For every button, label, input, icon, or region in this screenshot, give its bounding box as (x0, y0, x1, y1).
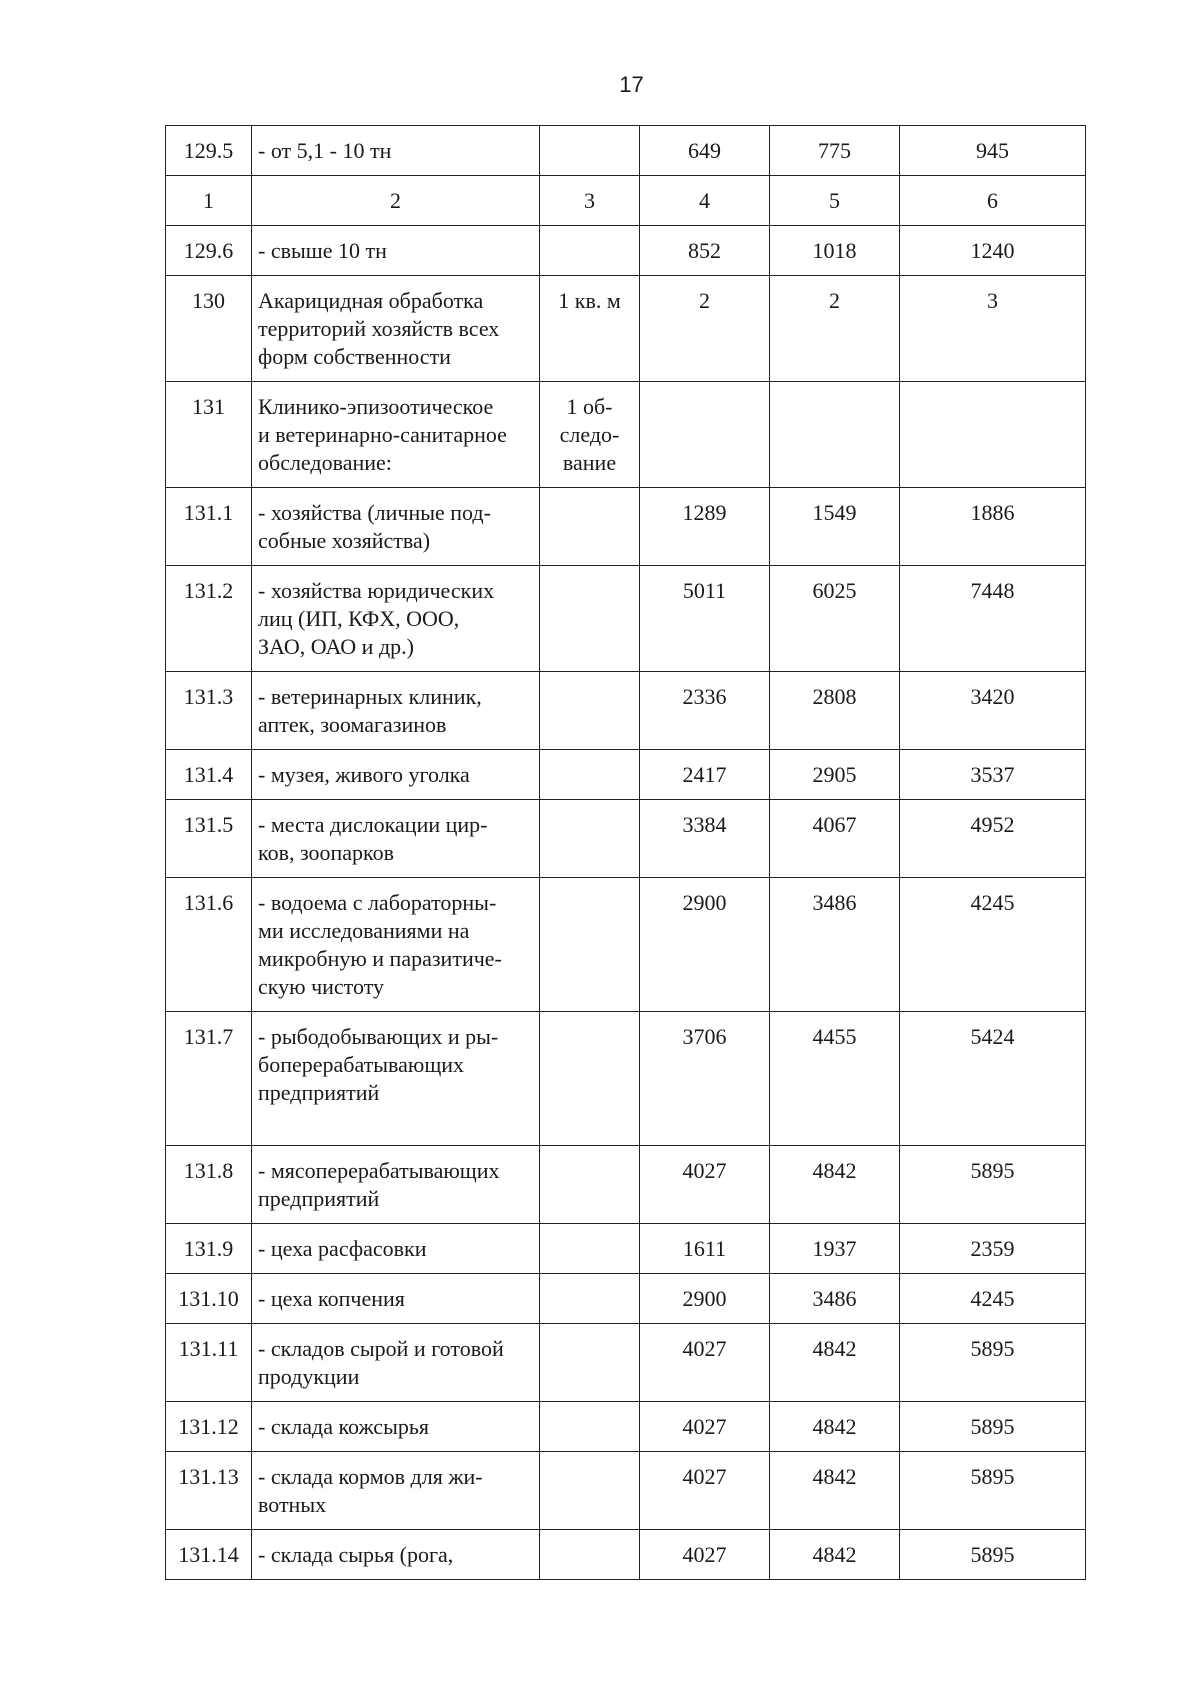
unit-of-measure (540, 1402, 640, 1452)
item-number: 130 (166, 276, 252, 382)
unit-of-measure (540, 1012, 640, 1146)
price-value-2: 1549 (770, 488, 900, 566)
price-value-1: 4027 (640, 1146, 770, 1224)
service-name (252, 1402, 540, 1452)
table-row (166, 800, 1086, 878)
price-value-3: 945 (900, 126, 1086, 176)
service-name-line: - склада кормов для жи- (258, 1464, 483, 1489)
service-name-line: предприятий (258, 1186, 380, 1211)
service-name (252, 1146, 540, 1224)
table-body (166, 126, 1086, 1580)
unit-of-measure (540, 800, 640, 878)
unit-of-measure (540, 126, 640, 176)
service-name-line: - складов сырой и готовой (258, 1336, 504, 1361)
table-row (166, 1452, 1086, 1530)
service-name-line: - музея, живого уголка (258, 762, 470, 787)
price-value-3: 5895 (900, 1452, 1086, 1530)
service-name-line: - от 5,1 - 10 тн (258, 138, 392, 163)
price-value-2: 4842 (770, 1530, 900, 1580)
service-name (252, 1452, 540, 1530)
service-name (252, 226, 540, 276)
service-name-line: - цеха расфасовки (258, 1236, 427, 1261)
table-column-numbers-row (166, 176, 1086, 226)
service-name-line: - места дислокации цир- (258, 812, 488, 837)
page-number: 17 (619, 72, 644, 97)
service-name-line: - хозяйства юридических (258, 578, 495, 603)
table-row (166, 1146, 1086, 1224)
price-value-3: 5895 (900, 1146, 1086, 1224)
service-name-line: аптек, зоомагазинов (258, 712, 447, 737)
service-name-line: обследование: (258, 450, 392, 475)
price-table (165, 125, 1086, 1580)
price-value-3: 2359 (900, 1224, 1086, 1274)
price-value-1: 1289 (640, 488, 770, 566)
table-row (166, 276, 1086, 382)
service-name (252, 800, 540, 878)
price-value-1 (640, 382, 770, 488)
service-name-line: боперерабатывающих (258, 1052, 465, 1077)
price-value-2: 2905 (770, 750, 900, 800)
unit-of-measure (540, 750, 640, 800)
service-name (252, 276, 540, 382)
table-row (166, 878, 1086, 1012)
service-name-line: - склада сырья (рога, (258, 1542, 454, 1567)
service-name-line: предприятий (258, 1080, 380, 1105)
service-name-line: 2 (390, 188, 401, 213)
price-value-2: 4455 (770, 1012, 900, 1146)
price-value-3: 7448 (900, 566, 1086, 672)
price-value-1: 4027 (640, 1324, 770, 1402)
price-value-2: 2808 (770, 672, 900, 750)
item-number: 131.10 (166, 1274, 252, 1324)
service-name-line: лиц (ИП, КФХ, ООО, (258, 606, 460, 631)
price-value-3: 5895 (900, 1530, 1086, 1580)
price-value-3: 5424 (900, 1012, 1086, 1146)
price-value-1: 852 (640, 226, 770, 276)
price-value-3: 6 (900, 176, 1086, 226)
unit-of-measure (540, 1452, 640, 1530)
unit-of-measure (540, 1324, 640, 1402)
price-value-3: 5895 (900, 1402, 1086, 1452)
price-value-3: 3537 (900, 750, 1086, 800)
unit-of-measure (540, 672, 640, 750)
unit-of-measure (540, 566, 640, 672)
unit-line: следо- (559, 422, 620, 447)
price-value-2: 3486 (770, 878, 900, 1012)
price-value-1: 5011 (640, 566, 770, 672)
service-name (252, 1224, 540, 1274)
unit-line: вание (562, 450, 617, 475)
table-row (166, 1324, 1086, 1402)
service-name (252, 1530, 540, 1580)
unit-of-measure (540, 226, 640, 276)
unit-line: 1 об- (566, 394, 613, 419)
price-value-3: 3420 (900, 672, 1086, 750)
price-value-2: 775 (770, 126, 900, 176)
price-value-1: 2900 (640, 878, 770, 1012)
price-value-2: 4842 (770, 1146, 900, 1224)
service-name (252, 750, 540, 800)
service-name-line: - водоема с лабораторны- (258, 890, 497, 915)
service-name-line: вотных (258, 1492, 327, 1517)
service-name-line: собные хозяйства) (258, 528, 431, 553)
table-row (166, 1012, 1086, 1146)
price-value-1: 2 (640, 276, 770, 382)
price-value-1: 649 (640, 126, 770, 176)
price-value-1: 4027 (640, 1530, 770, 1580)
service-name-line: Акарицидная обработка (258, 288, 484, 313)
unit-of-measure (540, 276, 640, 382)
price-value-3: 1886 (900, 488, 1086, 566)
price-value-1: 4027 (640, 1402, 770, 1452)
service-name (252, 488, 540, 566)
service-name-line: скую чистоту (258, 974, 385, 999)
price-value-3: 5895 (900, 1324, 1086, 1402)
price-value-2: 1937 (770, 1224, 900, 1274)
price-value-1: 2417 (640, 750, 770, 800)
price-value-3: 4245 (900, 1274, 1086, 1324)
service-name-line: - хозяйства (личные под- (258, 500, 491, 525)
service-name-line: - мясоперерабатывающих (258, 1158, 500, 1183)
service-name (252, 176, 540, 226)
table-row (166, 1224, 1086, 1274)
table-row (166, 488, 1086, 566)
item-number: 131.1 (166, 488, 252, 566)
price-value-2: 3486 (770, 1274, 900, 1324)
price-value-3 (900, 382, 1086, 488)
service-name-line: ков, зоопарков (258, 840, 395, 865)
item-number: 1 (166, 176, 252, 226)
item-number: 131.9 (166, 1224, 252, 1274)
table-row (166, 1402, 1086, 1452)
service-name-line: - ветеринарных клиник, (258, 684, 482, 709)
unit-of-measure (540, 488, 640, 566)
unit-of-measure (540, 176, 640, 226)
item-number: 131.12 (166, 1402, 252, 1452)
item-number: 131.14 (166, 1530, 252, 1580)
service-name-line: - цеха копчения (258, 1286, 405, 1311)
table-row (166, 750, 1086, 800)
price-value-1: 3706 (640, 1012, 770, 1146)
price-value-2: 2 (770, 276, 900, 382)
price-value-2: 4842 (770, 1452, 900, 1530)
price-value-2: 5 (770, 176, 900, 226)
price-value-2: 4067 (770, 800, 900, 878)
service-name-line: - рыбодобывающих и ры- (258, 1024, 499, 1049)
price-value-1: 2336 (640, 672, 770, 750)
service-name-line: продукции (258, 1364, 360, 1389)
item-number: 131.2 (166, 566, 252, 672)
service-name-line: - склада кожсырья (258, 1414, 430, 1439)
unit-of-measure (540, 1224, 640, 1274)
item-number: 129.6 (166, 226, 252, 276)
price-value-2: 4842 (770, 1324, 900, 1402)
table-row (166, 672, 1086, 750)
item-number: 131.7 (166, 1012, 252, 1146)
unit-line: 1 кв. м (558, 288, 621, 313)
price-value-1: 2900 (640, 1274, 770, 1324)
item-number: 131.5 (166, 800, 252, 878)
service-name-line: форм собственности (258, 344, 451, 369)
item-number: 129.5 (166, 126, 252, 176)
service-name-line: микробную и паразитиче- (258, 946, 502, 971)
item-number: 131.8 (166, 1146, 252, 1224)
unit-line: 3 (584, 188, 595, 213)
price-value-2: 4842 (770, 1402, 900, 1452)
service-name (252, 1012, 540, 1146)
item-number: 131.4 (166, 750, 252, 800)
service-name (252, 126, 540, 176)
table-row (166, 226, 1086, 276)
price-value-1: 3384 (640, 800, 770, 878)
service-name-line: Клинико-эпизоотическое (258, 394, 494, 419)
service-name-line: ЗАО, ОАО и др.) (258, 634, 414, 659)
price-value-1: 4027 (640, 1452, 770, 1530)
service-name (252, 878, 540, 1012)
table-row (166, 382, 1086, 488)
unit-of-measure (540, 382, 640, 488)
price-value-2: 1018 (770, 226, 900, 276)
service-name (252, 672, 540, 750)
item-number: 131 (166, 382, 252, 488)
price-value-3: 4245 (900, 878, 1086, 1012)
price-value-2 (770, 382, 900, 488)
table-row (166, 566, 1086, 672)
service-name-line: территорий хозяйств всех (258, 316, 500, 341)
service-name (252, 382, 540, 488)
price-value-1: 4 (640, 176, 770, 226)
table-row (166, 1274, 1086, 1324)
price-value-2: 6025 (770, 566, 900, 672)
service-name (252, 1324, 540, 1402)
service-name-line: - свыше 10 тн (258, 238, 387, 263)
unit-of-measure (540, 1530, 640, 1580)
item-number: 131.11 (166, 1324, 252, 1402)
item-number: 131.13 (166, 1452, 252, 1530)
price-value-3: 3 (900, 276, 1086, 382)
table-row (166, 1530, 1086, 1580)
unit-of-measure (540, 1146, 640, 1224)
item-number: 131.3 (166, 672, 252, 750)
unit-of-measure (540, 1274, 640, 1324)
service-name (252, 566, 540, 672)
service-name-line: и ветеринарно-санитарное (258, 422, 507, 447)
service-name-line: ми исследованиями на (258, 918, 470, 943)
table-row (166, 126, 1086, 176)
price-value-1: 1611 (640, 1224, 770, 1274)
price-value-3: 1240 (900, 226, 1086, 276)
item-number: 131.6 (166, 878, 252, 1012)
unit-of-measure (540, 878, 640, 1012)
price-value-3: 4952 (900, 800, 1086, 878)
service-name (252, 1274, 540, 1324)
